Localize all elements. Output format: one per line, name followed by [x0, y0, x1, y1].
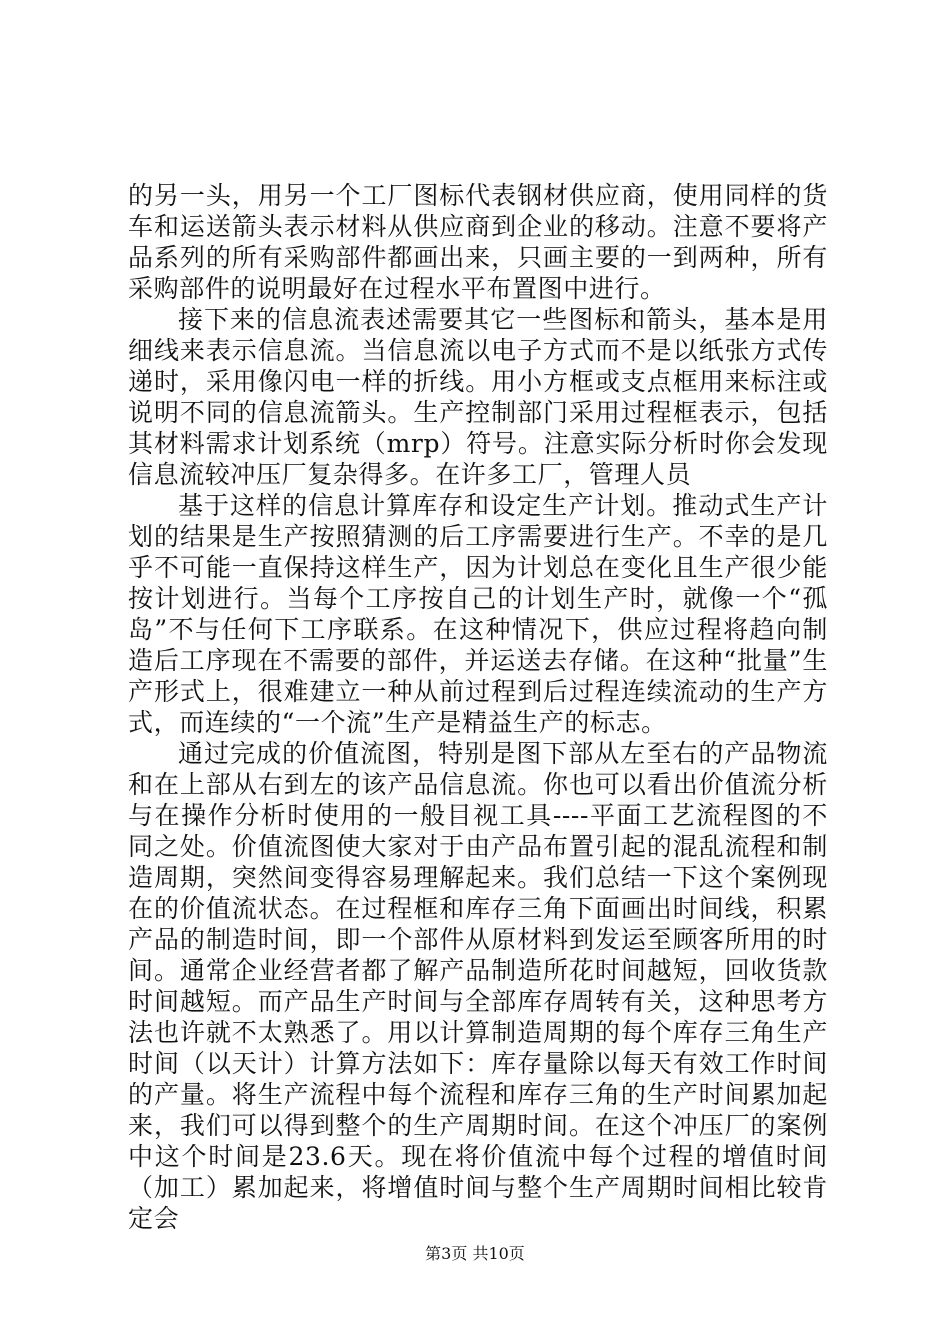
- page-number-footer: 第3页 共10页: [425, 1244, 525, 1263]
- paragraph-4: 通过完成的价值流图，特别是图下部从左至右的产品物流和在上部从右到左的该产品信息流。你也可以看出价值流分析与在操作分析时使用的一般目视工具----平面工艺流程图的不同之处。价值流图使大家对于由产品布置引起的混乱流程和制造周期，突然间变得容易理解起来。我们总结一下这个案例现在的价值流状态。在过程框和库存三角下面画出时间线，积累产品的制造时间，即一个部件从原材料到发运至顾客所用的时间。通常企业经营者都了解产品制造所花时间越短，回收货款时间越短。而产品生产时间与全部库存周转有关，这种思考方法也许就不太熟悉了。用以计算制造周期的每个库存三角生产时间（以天计）计算方法如下：库存量除以每天有效工作时间的产量。将生产流程中每个流程和库存三角的生产时间累加起来，我们可以得到整个的生产周期时间。在这个冲压厂的案例中这个时间是23.6天。现在将价值流中每个过程的增值时间（加工）累加起来，将增值时间与整个生产周期时间相比较肯定会: [128, 739, 828, 1233]
- paragraph-1: 的另一头，用另一个工厂图标代表钢材供应商，使用同样的货车和运送箭头表示材料从供应商到企业的移动。注意不要将产品系列的所有采购部件都画出来，只画主要的一到两种，所有采购部件的说明最好在过程水平布置图中进行。: [128, 181, 828, 303]
- paragraph-2: 接下来的信息流表述需要其它一些图标和箭头，基本是用细线来表示信息流。当信息流以电子方式而不是以纸张方式传递时，采用像闪电一样的折线。用小方框或支点框用来标注或说明不同的信息流箭头。生产控制部门采用过程框表示，包括其材料需求计划系统（mrp）符号。注意实际分析时你会发现信息流较冲压厂复杂得多。在许多工厂，管理人员: [128, 305, 828, 489]
- body-text: [128, 180, 828, 1234]
- paragraph-3: 基于这样的信息计算库存和设定生产计划。推动式生产计划的结果是生产按照猜测的后工序需要进行生产。不幸的是几乎不可能一直保持这样生产，因为计划总在变化且生产很少能按计划进行。当每个工序按自己的计划生产时，就像一个“孤岛”不与任何下工序联系。在这种情况下，供应过程将趋向制造后工序现在不需要的部件，并运送去存储。在这种“批量”生产形式上，很难建立一种从前过程到后过程连续流动的生产方式，而连续的“一个流”生产是精益生产的标志。: [128, 491, 828, 737]
